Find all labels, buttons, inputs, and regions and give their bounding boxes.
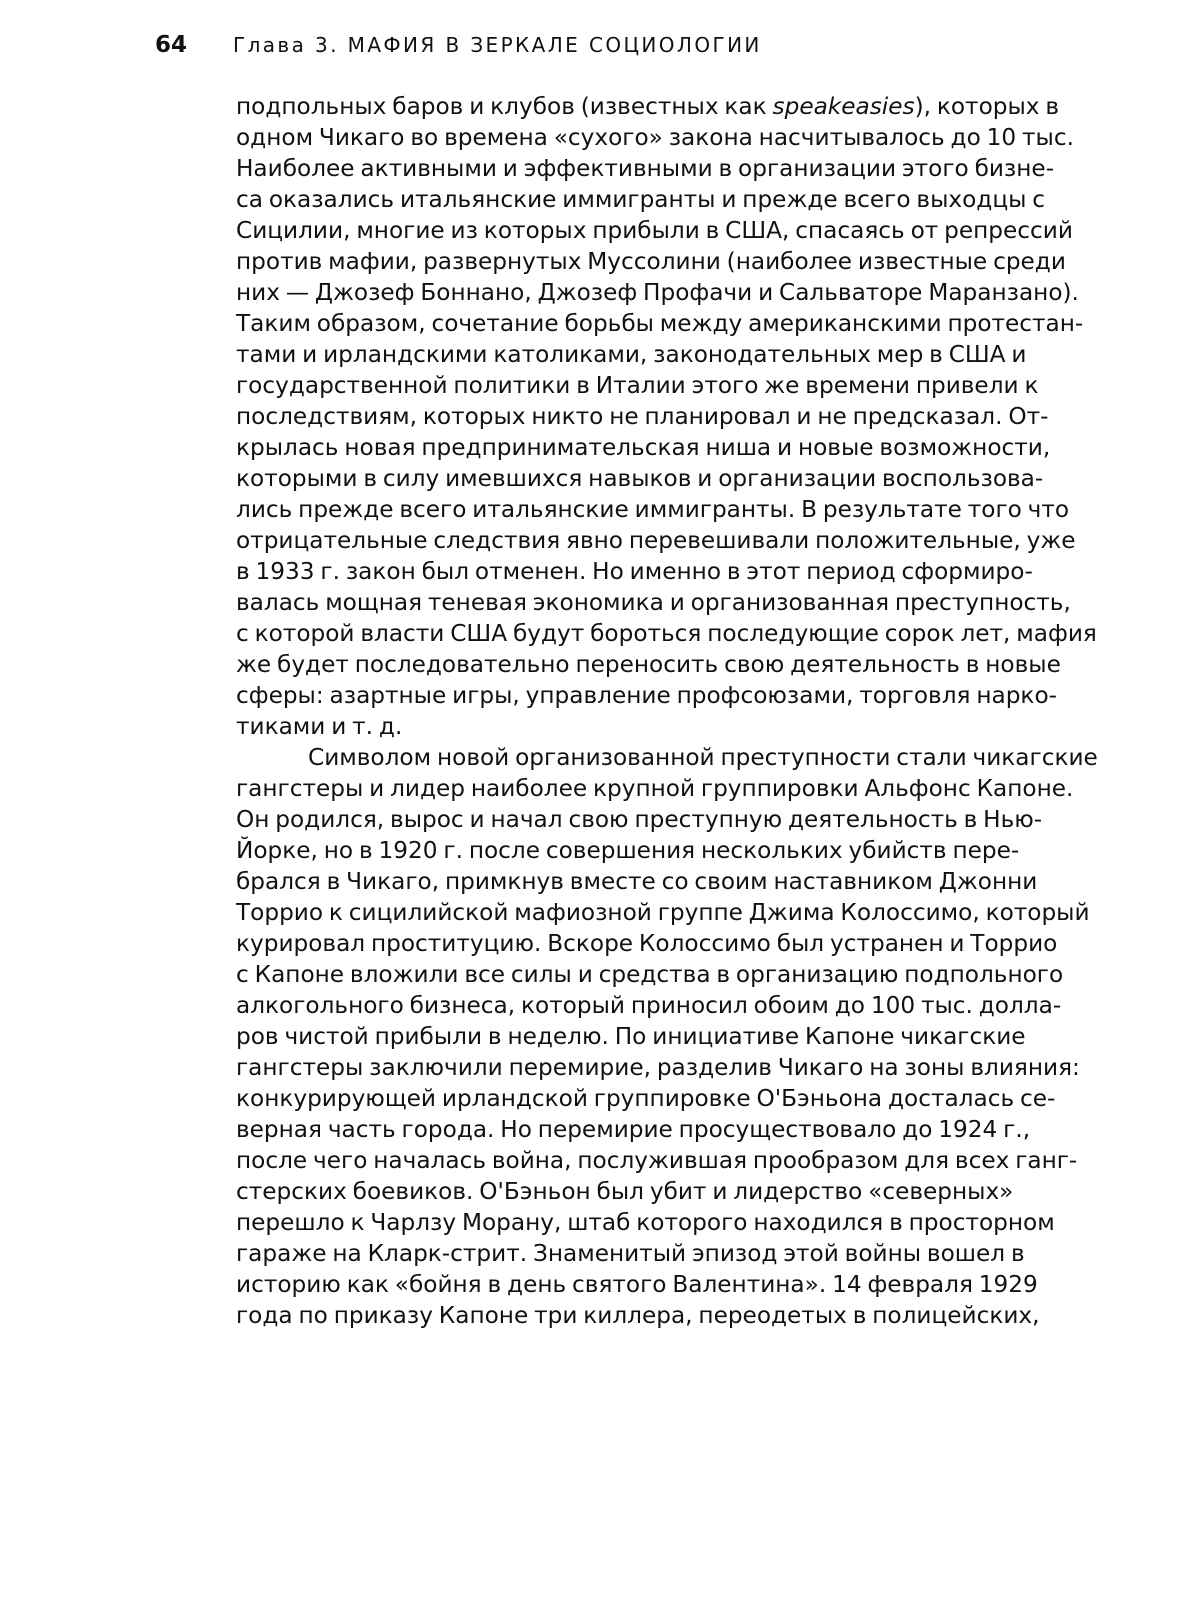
text-line: лись прежде всего итальянские иммигранты. В результате того что [236,496,1070,523]
text-line: государственной политики в Италии этого же времени привели к [236,372,1039,399]
text-line: Наиболее активными и эффективными в организации этого бизне- [236,155,1055,182]
text-line: Йорке, но в 1920 г. после совершения нескольких убийств пере- [236,837,1020,864]
body-text [236,91,1098,1331]
text-line: крылась новая предпринимательская ниша и новые возможности, [236,434,1051,461]
text-line: которыми в силу имевшихся навыков и организации воспользова- [236,465,1044,492]
text-fragment: ), которых в [914,93,1060,120]
text-line: с Капоне вложили все силы и средства в организацию подпольного [236,961,1064,988]
text-line: перешло к Чарлзу Морану, штаб которого находился в просторном [236,1209,1055,1236]
paragraph-2 [236,742,1098,1331]
text-line: тиками и т. д. [236,713,403,740]
text-line: гангстеры заключили перемирие, разделив Чикаго на зоны влияния: [236,1054,1080,1081]
text-line: же будет последовательно переносить свою деятельность в новые [236,651,1061,678]
text-line: Сицилии, многие из которых прибыли в США, спасаясь от репрессий [236,217,1073,244]
text-line: валась мощная теневая экономика и организованная преступность, [236,589,1071,616]
text-line: са оказались итальянские иммигранты и прежде всего выходцы с [236,186,1046,213]
text-line: Он родился, вырос и начал свою преступную деятельность в Нью- [236,806,1043,833]
page-number: 64 [155,32,188,58]
text-line: Символом новой организованной преступности стали чикагские [308,744,1098,771]
running-head [155,32,762,66]
text-line: гараже на Кларк-стрит. Знаменитый эпизод этой войны вошел в [236,1240,1025,1267]
text-line: года по приказу Капоне три киллера, переодетых в полицейских, [236,1302,1040,1329]
chapter-title: Глава 3. МАФИЯ В ЗЕРКАЛЕ СОЦИОЛОГИИ [233,33,762,57]
text-line: Таким образом, сочетание борьбы между американскими протестан- [236,310,1084,337]
text-line: них — Джозеф Боннано, Джозеф Профачи и Сальваторе Маранзано). [236,279,1079,306]
text-line: после чего началась война, послужившая прообразом для всех ганг- [236,1147,1078,1174]
text-line: ров чистой прибыли в неделю. По инициативе Капоне чикагские [236,1023,1026,1050]
text-line: отрицательные следствия явно перевешивали положительные, уже [236,527,1076,554]
text-line: в 1933 г. закон был отменен. Но именно в этот период сформиро- [236,558,1033,585]
text-line: конкурирующей ирландской группировке О'Бэньона досталась се- [236,1085,1056,1112]
text-line: последствиям, которых никто не планировал и не предсказал. От- [236,403,1049,430]
text-line: брался в Чикаго, примкнув вместе со своим наставником Джонни [236,868,1038,895]
text-line: тами и ирландскими католиками, законодательных мер в США и [236,341,1027,368]
italic-term: speakeasies [772,93,915,120]
text-line: стерских боевиков. О'Бэньон был убит и лидерство «северных» [236,1178,1014,1205]
text-line: курировал проституцию. Вскоре Колоссимо был устранен и Торрио [236,930,1058,957]
text-line: одном Чикаго во времена «сухого» закона насчитывалось до 10 тыс. [236,124,1074,151]
text-line: историю как «бойня в день святого Валентина». 14 февраля 1929 [236,1271,1038,1298]
text-line: верная часть города. Но перемирие просуществовало до 1924 г., [236,1116,1031,1143]
text-line: с которой власти США будут бороться последующие сорок лет, мафия [236,620,1097,647]
text-line: Торрио к сицилийской мафиозной группе Джима Колоссимо, который [236,899,1090,926]
text-fragment: подпольных баров и клубов (известных как [236,93,773,120]
text-line: против мафии, развернутых Муссолини (наиболее известные среди [236,248,1066,275]
text-line: алкогольного бизнеса, который приносил обоим до 100 тыс. долла- [236,992,1062,1019]
paragraph-1 [236,91,1097,742]
text-line [236,91,1060,122]
text-line: гангстеры и лидер наиболее крупной группировки Альфонс Капоне. [236,775,1074,802]
text-line: сферы: азартные игры, управление профсоюзами, торговля нарко- [236,682,1057,709]
